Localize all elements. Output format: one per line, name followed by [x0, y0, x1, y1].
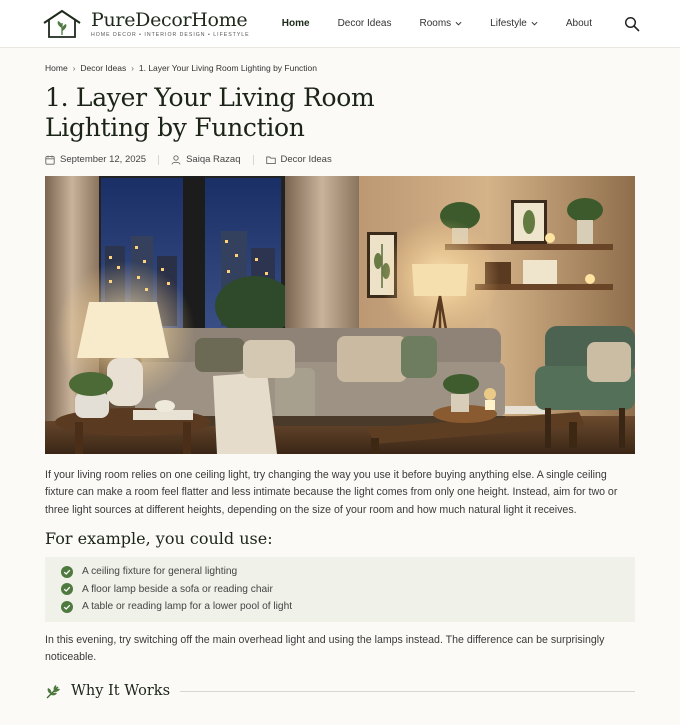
- breadcrumb-separator-icon: ›: [131, 63, 134, 73]
- leaf-icon: [45, 683, 62, 700]
- check-circle-icon: [61, 583, 73, 595]
- nav-label: About: [565, 18, 592, 29]
- nav-label: Rooms: [419, 18, 452, 29]
- section-divider: [180, 691, 635, 692]
- nav-item-lifestyle[interactable]: [476, 18, 552, 29]
- search-icon[interactable]: [624, 16, 640, 32]
- breadcrumb: [45, 63, 635, 73]
- list-item: [61, 598, 619, 616]
- hero-image: [45, 176, 635, 454]
- nav-label: Home: [281, 18, 310, 29]
- nav-label: Decor Ideas: [337, 18, 392, 29]
- site-name: PureDecorHome: [91, 8, 248, 31]
- nav-item-home[interactable]: [268, 18, 324, 29]
- meta-divider: [253, 155, 254, 165]
- nav-item-decor-ideas[interactable]: [324, 18, 406, 29]
- chevron-down-icon: [455, 20, 462, 27]
- site-tagline: HOME DECOR • INTERIOR DESIGN • LIFESTYLE: [91, 31, 250, 38]
- list-item-text: A floor lamp beside a sofa or reading chair: [82, 583, 273, 595]
- breadcrumb-decor-ideas[interactable]: Decor Ideas: [80, 63, 127, 73]
- article-author: Saiqa Razaq: [186, 154, 241, 165]
- folder-icon: [266, 155, 276, 165]
- nav-label: Lifestyle: [490, 18, 527, 29]
- section-title: Why It Works: [71, 683, 171, 700]
- example-checklist: [45, 557, 635, 622]
- check-circle-icon: [61, 601, 73, 613]
- intro-paragraph: If your living room relies on one ceiling light, try changing the way you use it before buying anything else. A single ceiling fixture can make a room feel flatter and less intimate because the light comes from only one height. Instead, aim for two or three light sources at different heights, depending on the size of your room and how much natural light it receives.: [45, 469, 618, 516]
- section-header-why-it-works: [45, 683, 635, 700]
- tip-paragraph: In this evening, try switching off the main overhead light and using the lamps instead. The difference can be surprisingly noticeable.: [45, 633, 605, 664]
- article-title: 1. Layer Your Living Room Lighting by Function: [45, 83, 375, 142]
- meta-category[interactable]: [266, 154, 332, 165]
- breadcrumb-home[interactable]: Home: [45, 63, 68, 73]
- article-date: September 12, 2025: [60, 154, 147, 165]
- breadcrumb-current: 1. Layer Your Living Room Lighting by Function: [138, 63, 318, 73]
- site-header: [0, 0, 680, 48]
- nav-item-rooms[interactable]: [405, 18, 476, 29]
- check-circle-icon: [61, 566, 73, 578]
- meta-date: [45, 154, 146, 165]
- example-heading: For example, you could use:: [45, 529, 273, 549]
- house-logo-icon: [41, 9, 85, 39]
- main-nav: [268, 16, 640, 32]
- site-logo[interactable]: [41, 9, 250, 39]
- chevron-down-icon: [531, 20, 538, 27]
- user-icon: [171, 155, 181, 165]
- article-content: [45, 48, 635, 700]
- meta-divider: [158, 155, 159, 165]
- list-item: [61, 581, 619, 599]
- meta-author[interactable]: [171, 154, 240, 165]
- article-category: Decor Ideas: [280, 154, 332, 165]
- list-item-text: A ceiling fixture for general lighting: [82, 566, 238, 578]
- breadcrumb-separator-icon: ›: [72, 63, 76, 73]
- nav-item-about[interactable]: [552, 18, 606, 29]
- list-item: [61, 563, 619, 581]
- calendar-icon: [45, 155, 55, 165]
- article-meta: [45, 154, 635, 165]
- list-item-text: A table or reading lamp for a lower pool of light: [82, 601, 293, 613]
